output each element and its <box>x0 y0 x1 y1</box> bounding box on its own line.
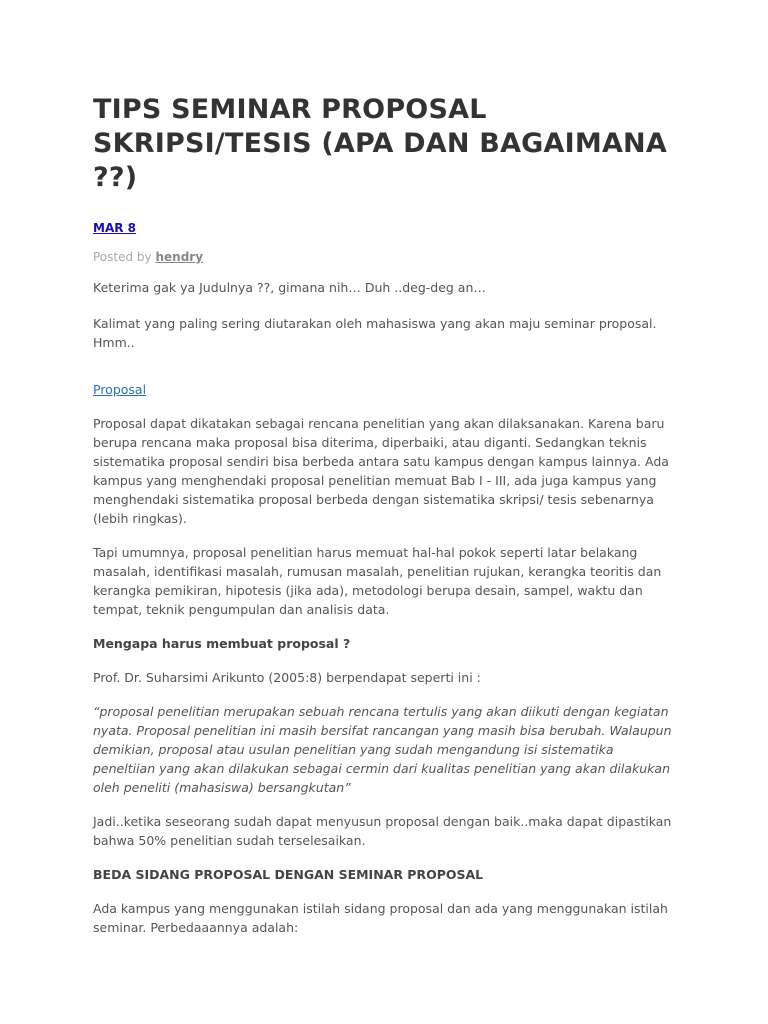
quote-arikunto: “proposal penelitian merupakan sebuah rencana tertulis yang akan diikuti dengan kegiatan nyata. Proposal penelitian ini masih bersifat rancangan yang masih bisa berubah. Walaupun demikian, proposal atau usulan penelitian yang sudah mengandung isi sistematika peneltiian yang akan dilakukan sebagai cermin dari kualitas penelitian yang akan dilakukan oleh peneliti (mahasiswa) bersangkutan” <box>93 704 672 795</box>
heading-sidang-vs-seminar: BEDA SIDANG PROPOSAL DENGAN SEMINAR PROPOSAL <box>93 867 484 882</box>
paragraph-difference-intro: Ada kampus yang menggunakan istilah sidang proposal dan ada yang menggunakan istilah seminar. Perbedaaannya adalah: <box>93 901 668 935</box>
article-title: TIPS SEMINAR PROPOSAL SKRIPSI/TESIS (APA DAN BAGAIMANA ??) <box>93 94 667 193</box>
author-link[interactable]: hendry <box>155 250 204 264</box>
heading-why-proposal: Mengapa harus membuat proposal ? <box>93 636 351 651</box>
paragraph-intro: Keterima gak ya Judulnya ??, gimana nih… Duh ..deg-deg an… <box>93 280 486 295</box>
posted-by-label: Posted by <box>93 250 152 264</box>
paragraph-common-phrase: Kalimat yang paling sering diutarakan oleh mahasiswa yang akan maju seminar proposal. Hmm.. <box>93 316 657 350</box>
paragraph-proposal-contents: Tapi umumnya, proposal penelitian harus memuat hal-hal pokok seperti latar belakang masalah, identifikasi masalah, rumusan masalah, penelitian rujukan, kerangka teoritis dan kerangka pemikiran, hipotesis (jika ada), metodologi berupa desain, sampel, waktu dan tempat, teknik pengumpulan dan analisis data. <box>93 545 662 617</box>
article <box>93 93 678 937</box>
paragraph-conclusion: Jadi..ketika seseorang sudah dapat menyusun proposal dengan baik..maka dapat dipastikan bahwa 50% penelitian sudah terselesaikan. <box>93 814 672 848</box>
paragraph-proposal-definition: Proposal dapat dikatakan sebagai rencana penelitian yang akan dilaksanakan. Karena baru berupa rencana maka proposal bisa diterima, diperbaiki, atau diganti. Sedangkan teknis sistematika proposal sendiri bisa berbeda antara satu kampus dengan kampus lainnya. Ada kampus yang menghendaki proposal penelitian memuat Bab I - III, ada juga kampus yang menghendaki sistematika proposal berbeda dengan sistematika skripsi/ tesis sebenarnya (lebih ringkas). <box>93 416 669 526</box>
post-byline <box>93 250 678 264</box>
paragraph-citation-intro: Prof. Dr. Suharsimi Arikunto (2005:8) berpendapat seperti ini : <box>93 670 481 685</box>
proposal-section-link[interactable]: Proposal <box>93 382 147 397</box>
post-date-link[interactable]: MAR 8 <box>93 221 136 235</box>
